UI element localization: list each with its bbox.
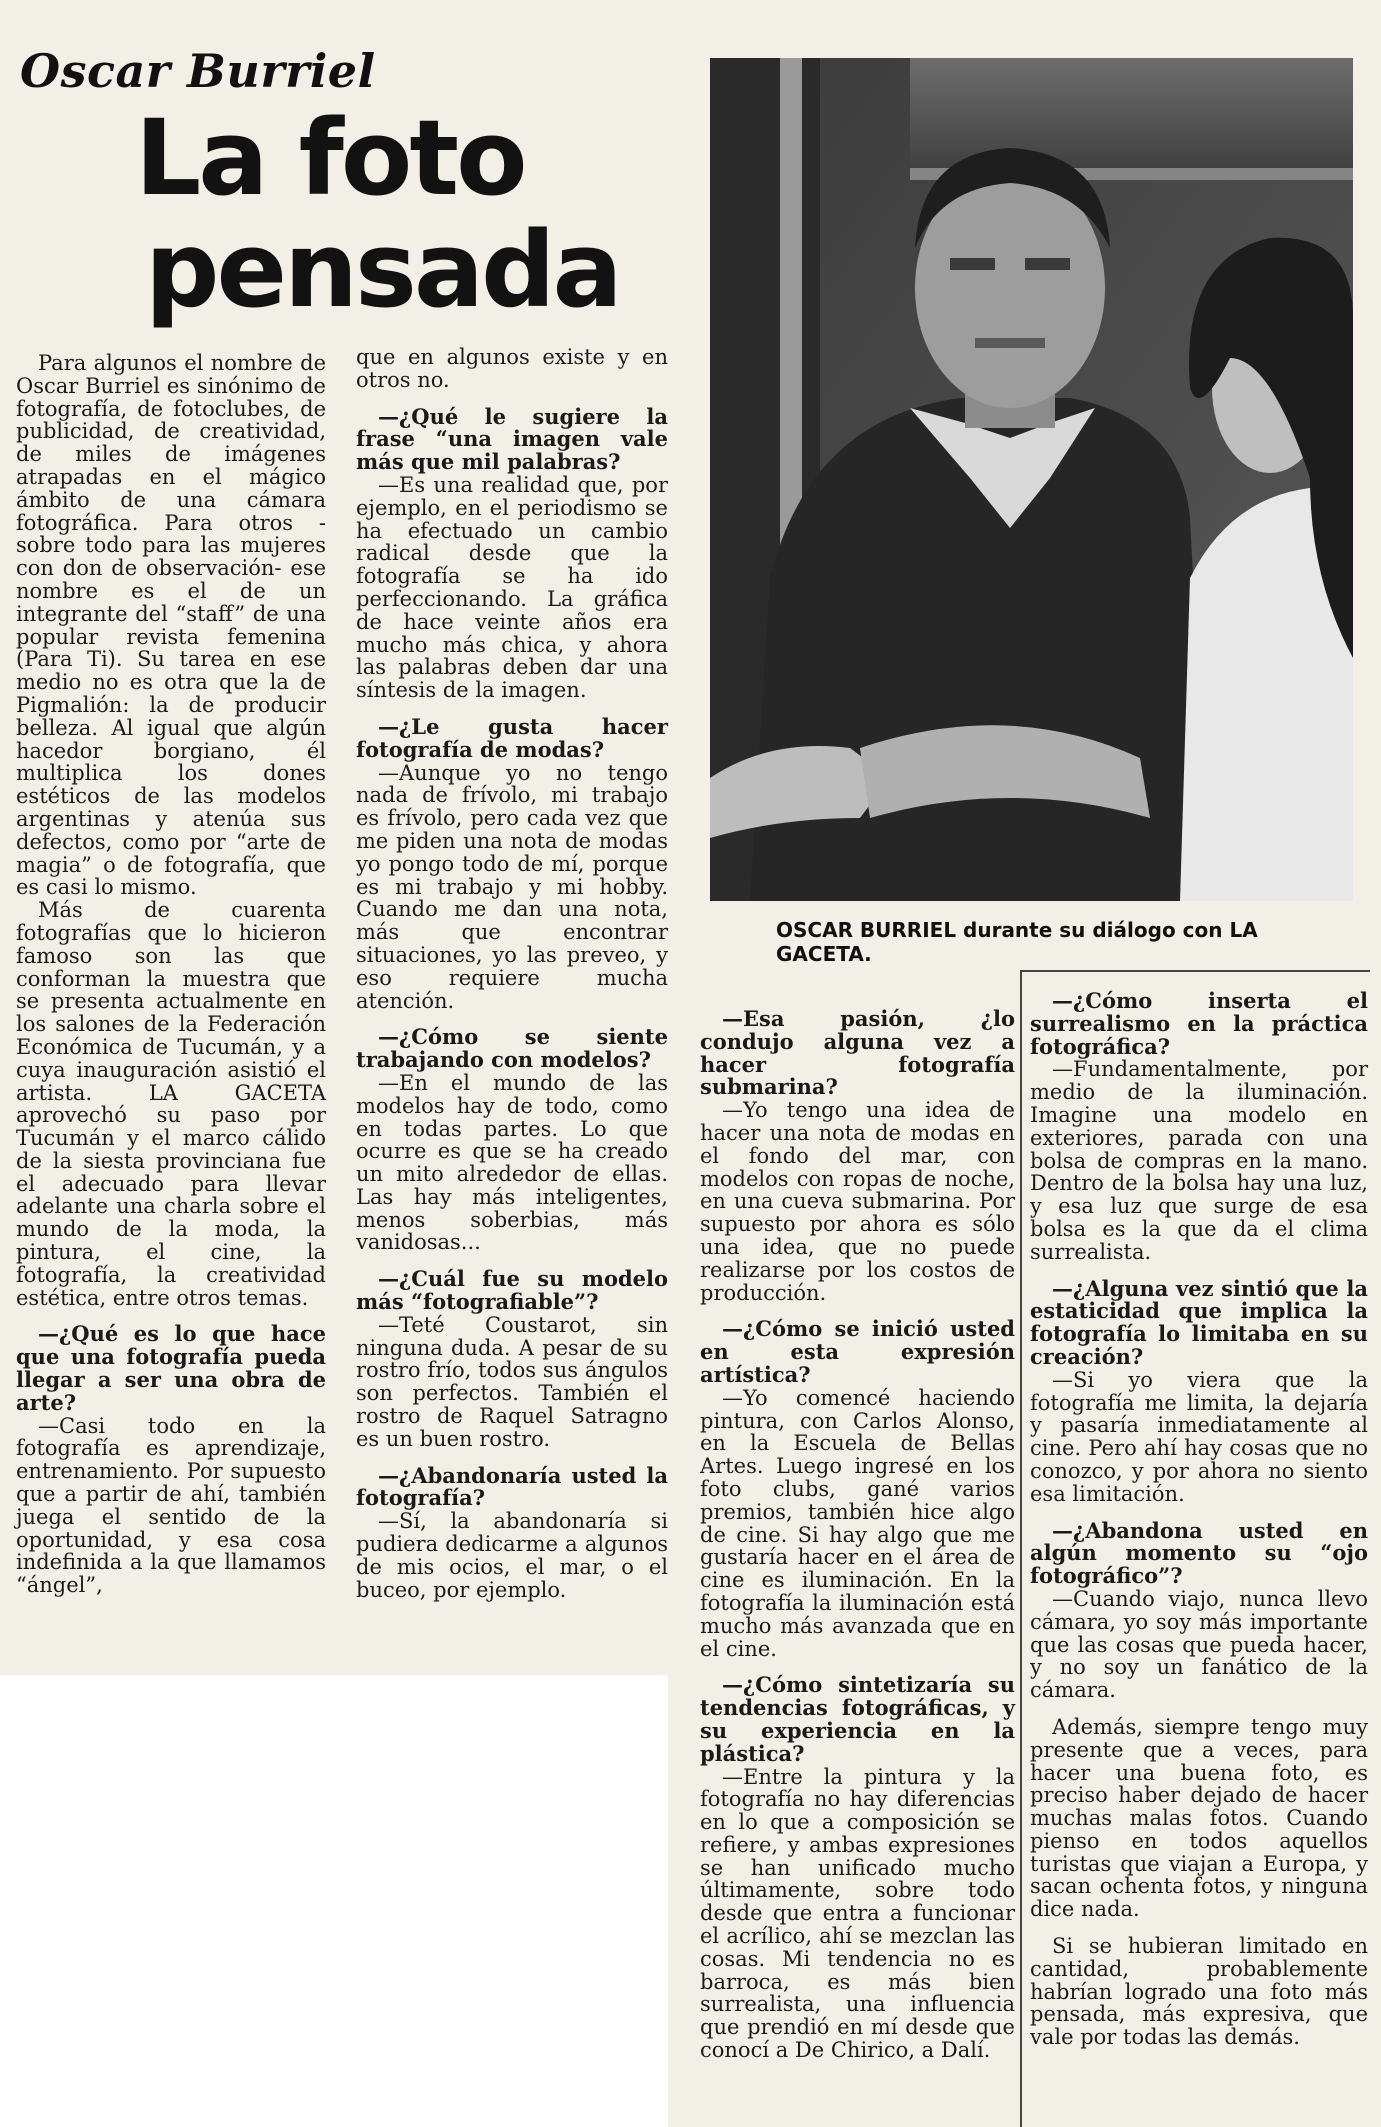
body-paragraph: —Yo comencé haciendo pintura, con Carlos Alonso, en la Escuela de Bellas Artes. Luego ingresé en los foto clubs, gané varios premios, también hice algo de cine. Si hay algo que me gustaría hacer en el área de cine es iluminación. En la fotografía la iluminación está mucho más avanzada que en el cine. xyxy=(700,1385,1015,1661)
article-column-2 xyxy=(356,346,668,1601)
article-column-3 xyxy=(700,994,1015,2062)
interview-question: —¿Cómo sintetizaría su tendencias fotográficas, y su experiencia en la plástica? xyxy=(700,1672,1015,1766)
headline xyxy=(135,97,695,331)
interview-question: —¿Abandonaría usted la fotografía? xyxy=(356,1462,668,1511)
body-paragraph: —Yo tengo una idea de hacer una nota de modas en el fondo del mar, con modelos con ropas de noche, en una cueva submarina. Por supuesto por ahora es sólo una idea, que no puede realizarse por los costos de producción. xyxy=(700,1098,1015,1305)
body-paragraph: —Si yo viera que la fotografía me limita, la dejaría y pasaría inmediatamente al cine. Pero ahí hay cosas que no conozco, y por ahora no siento esa limitación. xyxy=(1030,1367,1368,1506)
interview-question: —¿Cómo se siente trabajando con modelos? xyxy=(356,1024,668,1073)
body-paragraph: —Fundamentalmente, por medio de la iluminación. Imagine una modelo en exteriores, parada con una bolsa de compras en la mano. Dentro de la bolsa hay una luz, y esa luz que surge de esa bolsa es la que da el clima surrealista. xyxy=(1030,1057,1368,1264)
interview-question: —¿Abandona usted en algún momento su “ojo fotográfico”? xyxy=(1030,1517,1368,1589)
body-paragraph: que en algunos existe y en otros no. xyxy=(356,345,668,392)
body-paragraph: Además, siempre tengo muy presente que a veces, para hacer una buena foto, es preciso haber dejado de hacer muchas malas fotos. Cuando pienso en todos aquellos turistas que viajan a Europa, y sacan ochenta fotos, y ninguna dice nada. xyxy=(1030,1714,1368,1922)
body-paragraph: Si se hubieran limitado en cantidad, probablemente habrían logrado una foto más pensada, más expresiva, que vale por todas las demás. xyxy=(1030,1934,1368,2050)
interview-question: —¿Qué es lo que hace que una fotografía pueda llegar a ser una obra de arte? xyxy=(16,1321,326,1415)
interview-question: —¿Cómo inserta el surrealismo en la práctica fotográfica? xyxy=(1030,988,1368,1059)
body-paragraph: —Entre la pintura y la fotografía no hay diferencias en lo que a composición se refiere, y ambas expresiones se han unificado mucho últimamente, sobre todo desde que entra a funcionar el acrílico, ahí se mezclan las cosas. Mi tendencia no es barroca, es más bien surrealista, una influencia que prendió en mí desde que conocí a De Chirico, a Dalí. xyxy=(700,1764,1015,2063)
interview-question: —¿Alguna vez sintió que la estaticidad que implica la fotografía lo limitaba en su creación? xyxy=(1030,1275,1368,1369)
body-paragraph: —Casi todo en la fotografía es aprendizaje, entrenamiento. Por supuesto que a partir de ahí, también juega el sentido de la oportunidad, y esa cosa indefinida a la que llamamos “ángel”, xyxy=(16,1413,326,1598)
body-paragraph: —En el mundo de las modelos hay de todo, como en todas partes. Lo que ocurre es que se ha creado un mito alrededor de ellas. Las hay más inteligentes, menos soberbias, más vanidosas... xyxy=(356,1070,668,1255)
body-paragraph: Para algunos el nombre de Oscar Burriel es sinónimo de fotografía, de fotoclubes, de publicidad, de creatividad, de miles de imágenes atrapadas en el mágico ámbito de una cámara fotográfica. Para otros -sobre todo para las mujeres con don de observación- ese nombre es el de un integrante del “staff” de una popular revista femenina (Para Ti). Su tarea en ese medio no es otra que la de Pigmalión: la de producir belleza. Al igual que algún hacedor borgiano, él multiplica los dones estéticos de las modelos argentinas y atenúa sus defectos, como por “arte de magia” o de fotografía, que es casi lo mismo. xyxy=(16,351,326,900)
body-paragraph: —Aunque yo no tengo nada de frívolo, mi trabajo es frívolo, pero cada vez que me piden una nota de modas yo pongo todo de mí, porque es mi trabajo y mi hobby. Cuando me dan una nota, más que encontrar situaciones, yo las preveo, y eso requiere mucha atención. xyxy=(356,760,668,1013)
interview-question: —¿Cómo se inició usted en esta expresión artística? xyxy=(700,1316,1015,1387)
interview-question: —¿Qué le sugiere la frase “una imagen vale más que mil palabras? xyxy=(356,403,668,475)
body-paragraph: —Cuando viajo, nunca llevo cámara, yo soy más importante que las cosas que pueda hacer, y no soy un fanático de la cámara. xyxy=(1030,1586,1368,1703)
portrait-photo xyxy=(710,58,1353,901)
interview-question: —Esa pasión, ¿lo condujo alguna vez a hacer fotografía submarina? xyxy=(700,1006,1015,1100)
headline-line-1: La foto xyxy=(135,97,525,219)
interview-question: —¿Le gusta hacer fotografía de modas? xyxy=(356,713,668,762)
photo-caption: OSCAR BURRIEL durante su diálogo con LA GACETA. xyxy=(776,918,1258,966)
headline-line-2: pensada xyxy=(145,209,620,331)
article-column-4 xyxy=(1030,976,1368,2049)
byline: Oscar Burriel xyxy=(20,44,376,98)
article-column-1 xyxy=(16,352,326,1597)
body-paragraph: Más de cuarenta fotografías que lo hicieron famoso son las que conforman la muestra que se presenta actualmente en los salones de la Federación Económica de Tucumán, y a cuya inauguración asistió el artista. LA GACETA aprovechó su paso por Tucumán y el marco cálido de la siesta provinciana fue el adecuado para llevar adelante una charla sobre el mundo de la moda, la pintura, el cine, la fotografía, la creatividad estética, entre otros temas. xyxy=(16,898,326,1310)
interview-question: —¿Cuál fue su modelo más “fotografiable”? xyxy=(356,1266,668,1315)
body-paragraph: —Sí, la abandonaría si pudiera dedicarme a algunos de mis ocios, el mar, o el buceo, por ejemplo. xyxy=(356,1509,668,1602)
photo-illustration xyxy=(710,58,1353,901)
body-paragraph: —Teté Coustarot, sin ninguna duda. A pesar de su rostro frío, todos sus ángulos son perfectos. También el rostro de Raquel Satragno es un buen rostro. xyxy=(356,1312,668,1451)
body-paragraph: —Es una realidad que, por ejemplo, en el periodismo se ha efectuado un cambio radical desde que la fotografía se ha ido perfeccionando. La gráfica de hace veinte años era mucho más chica, y ahora las palabras deben dar una síntesis de la imagen. xyxy=(356,472,668,703)
